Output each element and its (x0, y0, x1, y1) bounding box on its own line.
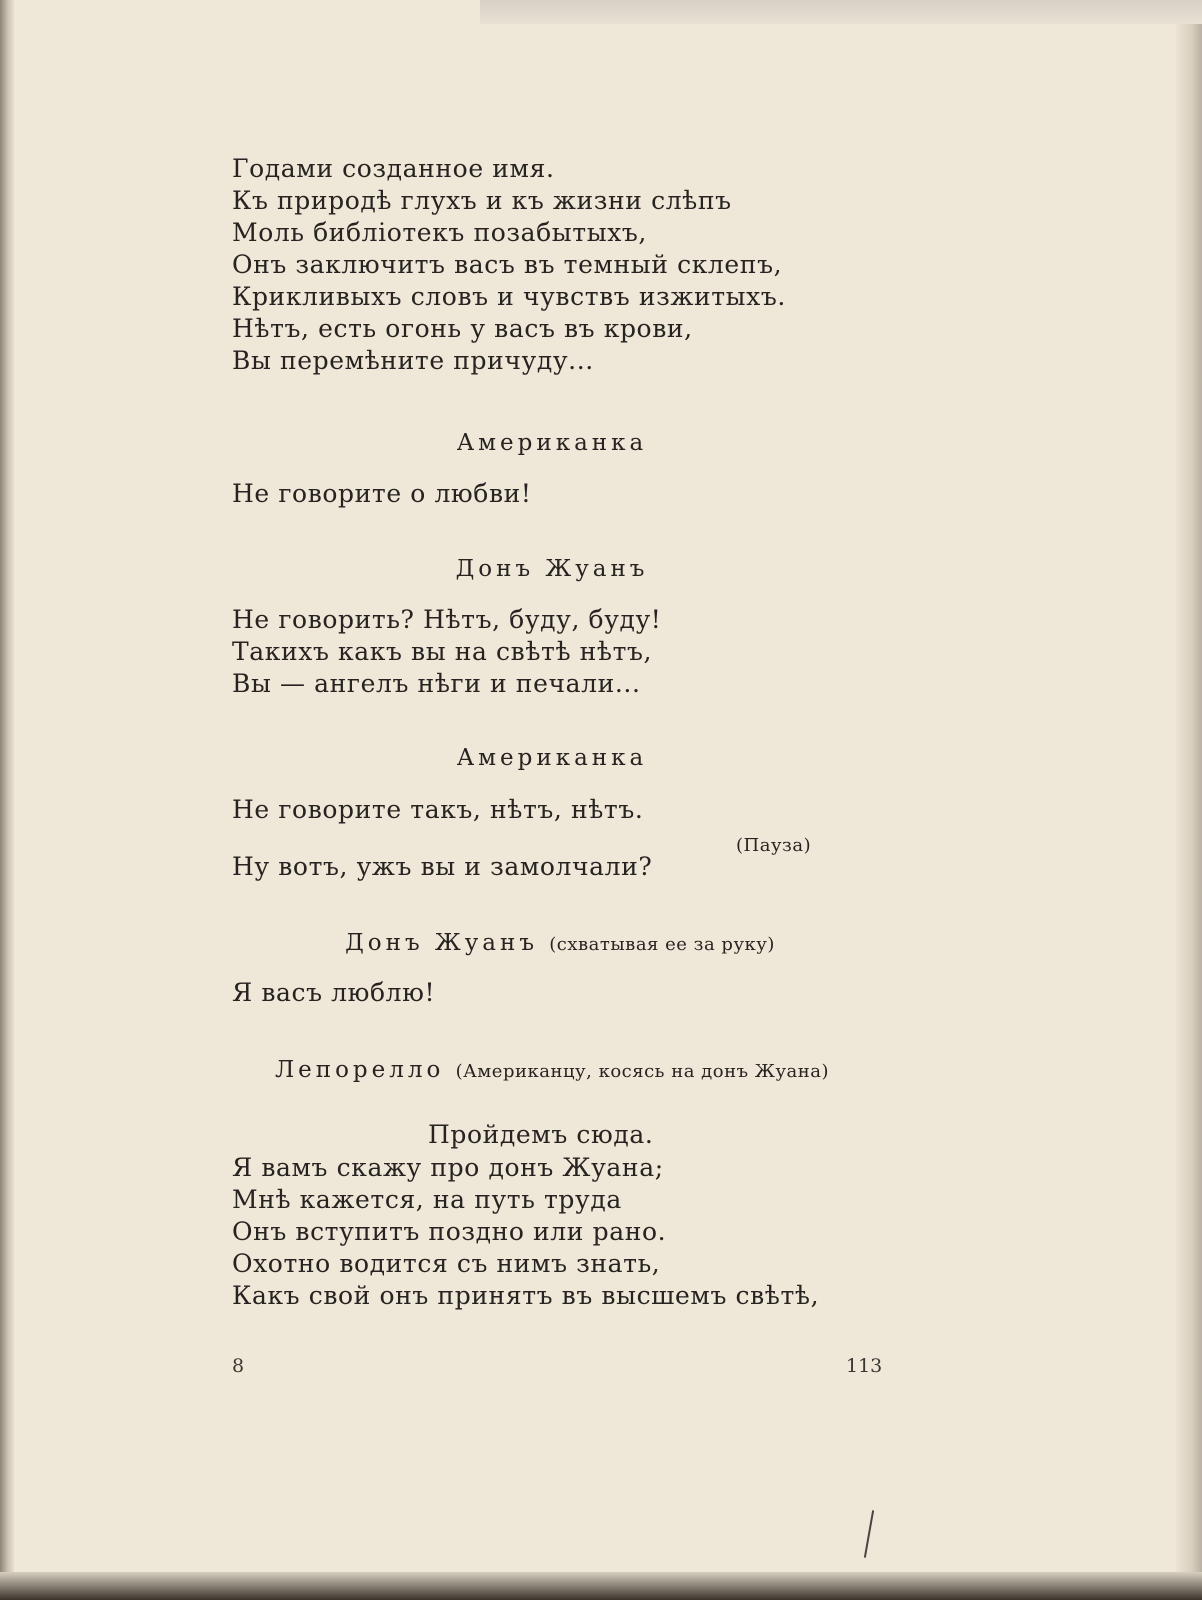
verse-passage-4 (232, 794, 872, 826)
verse-line: Не говорите такъ, нѣтъ, нѣтъ. (232, 795, 644, 824)
verse-line: Вы — ангелъ нѣги и печали... (232, 669, 641, 698)
stage-direction: (Американцу, косясь на донъ Жуана) (455, 1061, 830, 1082)
speaker-heading-with-direction (280, 930, 840, 956)
stage-direction-pause: (Пауза) (736, 835, 812, 856)
stage-direction: (схватывая ее за руку) (549, 934, 775, 955)
verse-passage-1 (232, 153, 872, 377)
verse-passage-5 (232, 851, 872, 883)
page-edge-bottom (0, 1572, 1202, 1600)
verse-line: Къ природѣ глухъ и къ жизни слѣпъ (232, 186, 732, 215)
page-number: 113 (846, 1355, 883, 1377)
pencil-mark (864, 1510, 874, 1558)
verse-line: Вы перемѣните причуду... (232, 346, 594, 375)
page-edge-left (0, 0, 14, 1600)
verse-line: Ну вотъ, ужъ вы и замолчали? (232, 852, 653, 881)
verse-passage-2 (232, 478, 872, 510)
verse-passage-3 (232, 604, 872, 700)
verse-line: Онъ вступитъ поздно или рано. (232, 1217, 667, 1246)
speaker-heading: Американка (456, 430, 648, 456)
verse-passage-7 (232, 1152, 872, 1312)
verse-line: Годами созданное имя. (232, 154, 555, 183)
speaker-heading: Донъ Жуанъ (455, 556, 649, 582)
verse-line: Крикливыхъ словъ и чувствъ изжитыхъ. (232, 282, 786, 311)
speaker-name: Донъ Жуанъ (345, 930, 538, 956)
speaker-name: Лепорелло (274, 1057, 445, 1083)
page-edge-top (480, 0, 1202, 24)
verse-line: Нѣтъ, есть огонь у васъ въ крови, (232, 314, 693, 343)
verse-line: Такихъ какъ вы на свѣтѣ нѣтъ, (232, 637, 653, 666)
verse-passage-6 (232, 977, 872, 1009)
verse-line: Мнѣ кажется, на путь труда (232, 1185, 622, 1214)
signature-mark: 8 (232, 1355, 245, 1377)
verse-line: Я васъ люблю! (232, 978, 436, 1007)
verse-line: Моль библіотекъ позабытыхъ, (232, 218, 647, 247)
verse-line: Охотно водится съ нимъ знать, (232, 1249, 661, 1278)
verse-line: Не говорить? Нѣтъ, буду, буду! (232, 605, 662, 634)
verse-line: Какъ свой онъ принятъ въ высшемъ свѣтѣ, (232, 1281, 820, 1310)
verse-line: Не говорите о любви! (232, 479, 532, 508)
speaker-heading-with-direction (232, 1057, 872, 1083)
verse-line-indented: Пройдемъ сюда. (428, 1120, 654, 1149)
page-edge-right (1176, 0, 1202, 1600)
verse-line: Онъ заключитъ васъ въ темный склепъ, (232, 250, 783, 279)
verse-line: Я вамъ скажу про донъ Жуана; (232, 1153, 664, 1182)
speaker-heading: Американка (456, 745, 648, 771)
